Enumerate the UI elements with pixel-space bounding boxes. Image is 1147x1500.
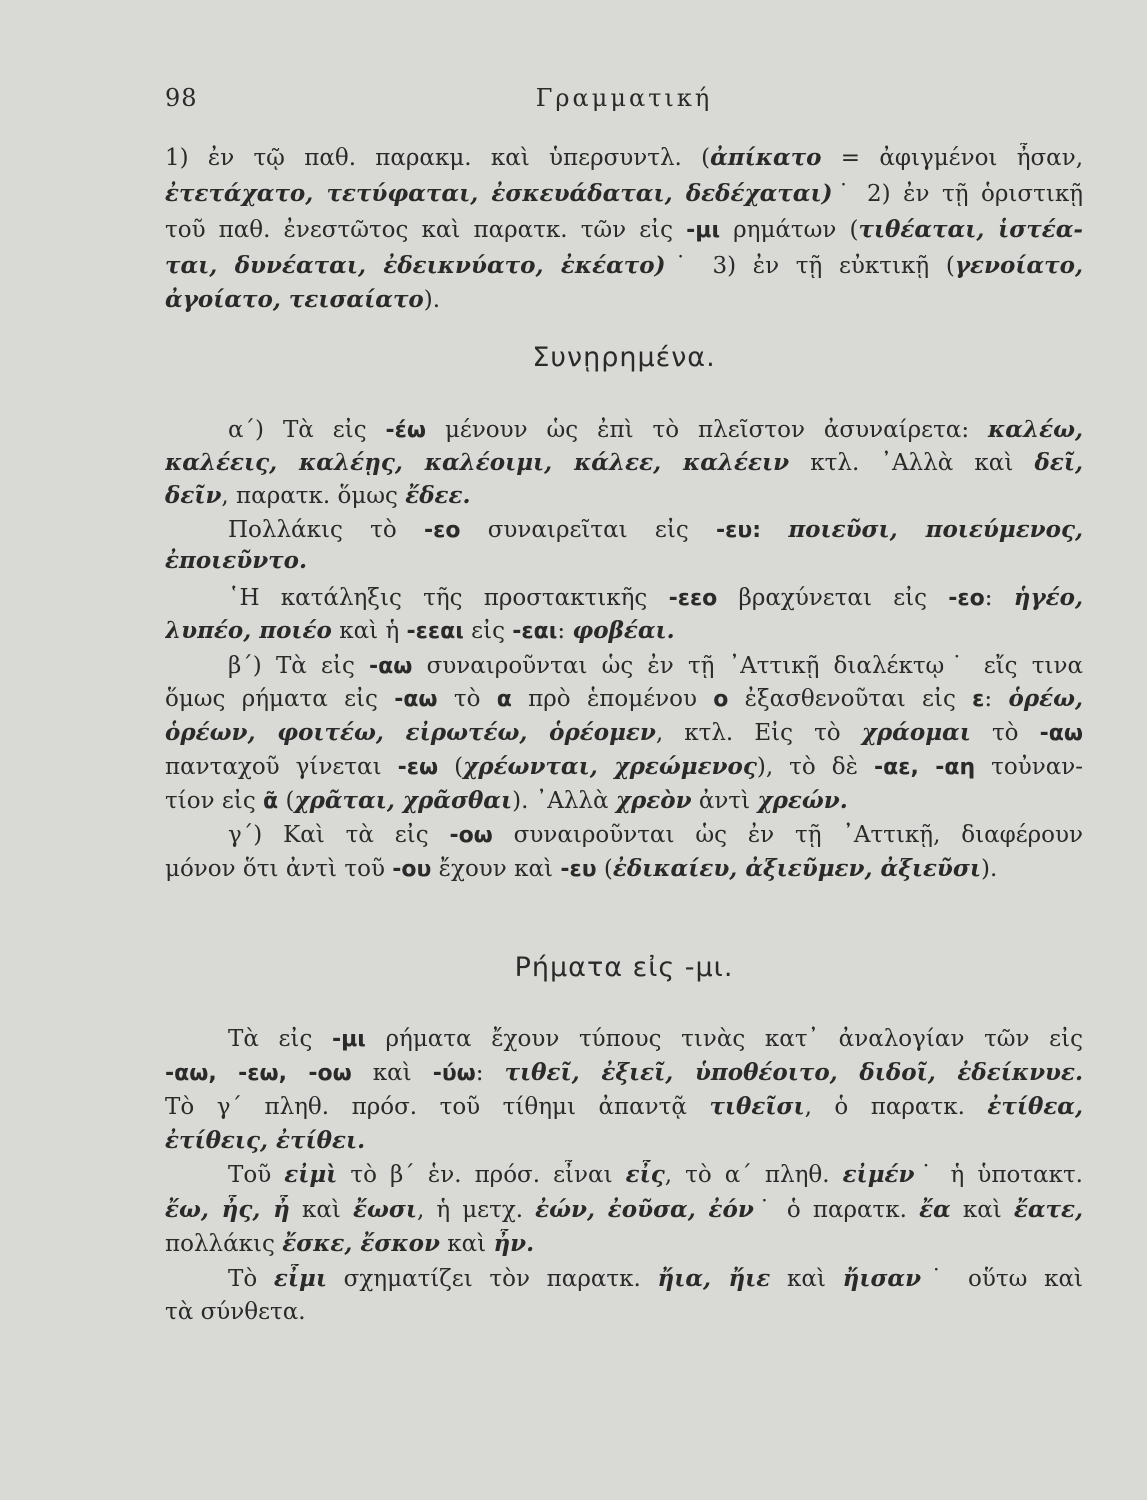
example-word: τιθεῖσι [709, 1093, 805, 1120]
ending-term: -ου [392, 857, 432, 882]
text-run: Τὰ εἰς [228, 1026, 332, 1052]
ending-term: -αε, -αη [874, 755, 976, 780]
text-run: καὶ [439, 1231, 494, 1257]
text-run: : [475, 1060, 505, 1086]
example-word: εἰμὶ [284, 1161, 338, 1188]
text-line [228, 583, 1083, 613]
ending-term: -ευ [560, 857, 597, 882]
text-run: συναιροῦνται ὡς ἐν τῇ ᾿Αττικῇ διαλέκτῳ˙ εἴς τινα [412, 653, 1083, 679]
text-line [165, 285, 1083, 315]
example-word: καλέω, [988, 416, 1083, 443]
text-run: Τὸ [228, 1266, 274, 1292]
text-line [165, 179, 1083, 209]
ending-term: -εο [948, 586, 985, 611]
example-word: ἐδικαίευ, ἀξιεῦμεν, ἀξιεῦσι [612, 855, 981, 882]
text-run: ρήματα ἔχουν τύπους τινὰς κατ᾿ ἀναλογίαν τῶν εἰς [365, 1026, 1083, 1052]
example-word: ἔατε, [1013, 1196, 1083, 1223]
ending-term: -ευ: [716, 518, 762, 543]
example-word: τιθέαται, ἱστέα- [858, 216, 1083, 243]
text-run: τοὐναν- [975, 754, 1083, 780]
text-run: = ἀφιγμένοι ἦσαν, [821, 145, 1083, 171]
text-run: ὅμως ρήματα εἰς [165, 686, 395, 712]
text-run: ), τὸ δὲ [756, 754, 874, 780]
example-word: ὁρέων, φοιτέω, εἰρωτέω, ὁρέομεν [165, 719, 656, 746]
example-word: δεῖ, [1034, 449, 1083, 476]
example-word: ἐτίθεα, [987, 1093, 1083, 1120]
example-word: χράομαι [861, 719, 971, 746]
ending-term: -αω, -εω, -οω [165, 1061, 352, 1086]
text-line [228, 515, 1083, 545]
example-word: ἡγέο, [1013, 584, 1083, 611]
text-run: ( [438, 754, 464, 780]
text-run: καὶ [770, 1266, 843, 1292]
text-line [228, 1264, 1083, 1294]
ending-term: -ύω [432, 1061, 476, 1086]
text-run: τὸ β΄ ἑν. πρόσ. εἶναι [337, 1162, 626, 1188]
example-word: ἀγοίατο, τεισαίατο [165, 286, 424, 313]
example-word: εἶμι [273, 1265, 327, 1292]
example-word: ἀπίκατο [710, 144, 822, 171]
ending-term: ε [972, 687, 985, 712]
text-run: εἰς [463, 618, 513, 644]
example-word: ἤια, ἤιε [657, 1265, 771, 1292]
example-word: ἐτίθεις, ἐτίθει. [165, 1127, 366, 1154]
example-word: τιθεῖ, ἐξιεῖ, ὑποθέοιτο, διδοῖ, ἐδείκνυε. [504, 1059, 1083, 1086]
ending-term: -έω [385, 418, 427, 443]
text-run: ῾Η κατάληξις τῆς προστακτικῆς [228, 585, 669, 611]
text-run: ἔχουν καὶ [431, 856, 561, 882]
text-line [165, 546, 1083, 576]
example-word: ἐτετάχατο, τετύφαται, ἐσκευάδαται, δεδέχαται) [165, 180, 833, 207]
text-run: μόνον ὅτι ἀντὶ τοῦ [165, 856, 393, 882]
text-run [761, 517, 788, 543]
example-word: χρεὸν [615, 787, 692, 814]
example-word: ἔσκε, ἔσκον [282, 1230, 440, 1257]
text-line [165, 752, 1083, 782]
text-run: ). [980, 856, 998, 882]
ending-term: -εω [397, 755, 439, 780]
text-line [165, 481, 1083, 511]
ending-term: -εεαι [406, 619, 464, 644]
text-run: τὸ [970, 720, 1040, 746]
text-line [228, 415, 1083, 445]
text-run: καὶ [289, 1197, 353, 1223]
text-run: , ἡ μετχ. [416, 1197, 536, 1223]
example-word: φοβέαι. [572, 617, 675, 644]
example-word: ἤισαν [842, 1265, 922, 1292]
ending-term: -μι [686, 218, 721, 243]
text-line [165, 215, 1083, 245]
text-line [165, 854, 1083, 884]
text-line [228, 1160, 1083, 1190]
text-run: 1) ἐν τῷ παθ. παρακμ. καὶ ὑπερσυντλ. ( [165, 145, 711, 171]
text-run: β΄) Τὰ εἰς [228, 653, 370, 679]
text-run: καὶ [950, 1197, 1014, 1223]
text-line [165, 251, 1083, 281]
text-run: : [557, 618, 573, 644]
text-run: ˙ 3) ἐν τῇ εὐκτικῇ ( [665, 253, 955, 279]
text-line [228, 1024, 1083, 1054]
example-word: ἔωσι [353, 1196, 417, 1223]
text-line [228, 820, 1083, 850]
section-heading: Ρήματα εἰς -μι. [514, 952, 734, 983]
example-word: χρεών. [757, 787, 848, 814]
example-word: γενοίατο, [954, 252, 1083, 279]
ending-term: -αω [1039, 721, 1083, 746]
example-word: ἔω, ἦς, ἦ [165, 1196, 290, 1223]
text-line [165, 143, 1083, 173]
example-word: ἔδεε. [405, 482, 471, 509]
text-run: τὸ [437, 686, 497, 712]
text-run: καὶ ἡ [331, 618, 407, 644]
text-run: ἐξασθενοῦται εἰς [728, 686, 973, 712]
text-run: Πολλάκις τὸ [228, 517, 424, 543]
example-word: δεῖν [165, 482, 222, 509]
text-line [165, 1297, 1083, 1327]
text-run: τίον εἰς [165, 788, 264, 814]
example-word: ἦν. [493, 1230, 535, 1257]
text-line [228, 651, 1083, 681]
text-run: συναιροῦνται ὡς ἐν τῇ ᾿Αττικῇ, διαφέρουν [492, 822, 1083, 848]
text-run: πολλάκις [165, 1231, 283, 1257]
text-run: τὰ σύνθετα. [165, 1299, 306, 1325]
ending-term: ο [713, 687, 729, 712]
ending-term: -αω [394, 687, 438, 712]
text-run: ). ᾿Αλλὰ [512, 788, 616, 814]
text-run: καὶ [351, 1060, 433, 1086]
text-line [165, 1229, 1083, 1259]
example-word: ἔα [919, 1196, 951, 1223]
text-run: ). [423, 287, 441, 313]
text-run: πρὸ ἑπομένου [511, 686, 714, 712]
example-word: ὁρέω, [1008, 685, 1083, 712]
example-word: χρᾶται, χρᾶσθαι [294, 787, 513, 814]
text-run: Τοῦ [228, 1162, 285, 1188]
example-word: εἰμέν [842, 1161, 915, 1188]
text-run: , παρατκ. ὅμως [221, 483, 406, 509]
example-word: χρέωνται, χρεώμενος [463, 753, 757, 780]
running-header [165, 84, 1083, 118]
text-run: ( [278, 788, 295, 814]
ending-term: -εαι [512, 619, 558, 644]
ending-term: -μι [331, 1027, 366, 1052]
example-word: εἶς [625, 1161, 665, 1188]
text-run: , ὁ παρατκ. [804, 1094, 988, 1120]
ending-term: -οω [449, 823, 493, 848]
text-run: συναιρεῖται εἰς [460, 517, 717, 543]
text-line [165, 1092, 1083, 1122]
text-run: , τὸ α΄ πληθ. [664, 1162, 843, 1188]
ending-term: ᾶ [263, 789, 279, 814]
text-run: τοῦ παθ. ἐνεστῶτος καὶ παρατκ. τῶν εἰς [165, 217, 687, 243]
text-run: ἀντὶ [691, 788, 758, 814]
text-line [165, 616, 1083, 646]
text-run: α΄) Τὰ εἰς [228, 417, 386, 443]
text-line [165, 684, 1083, 714]
text-line [165, 448, 1083, 478]
text-run: ( [596, 856, 613, 882]
text-run: ˙ 2) ἐν τῇ ὁριστικῇ [832, 181, 1083, 207]
running-title: Γραμματική [535, 84, 713, 112]
text-run: ˙ ἡ ὑποτακτ. [914, 1162, 1083, 1188]
text-line [165, 1195, 1083, 1225]
text-run: : [984, 686, 1009, 712]
text-line [165, 1126, 1083, 1156]
text-run: σχηματίζει τὸν παρατκ. [326, 1266, 658, 1292]
text-run: μένουν ὡς ἐπὶ τὸ πλεῖστον ἀσυναίρετα: [426, 417, 989, 443]
text-run: : [984, 585, 1014, 611]
section-heading: Συνῃρημένα. [532, 342, 716, 373]
text-run: πανταχοῦ γίνεται [165, 754, 398, 780]
example-word: ται, δυνέαται, ἐδεικνύατο, ἐκέατο) [165, 252, 666, 279]
text-run: κτλ. ᾿Αλλὰ καὶ [789, 450, 1035, 476]
text-line [165, 1058, 1083, 1088]
text-run: ˙ οὕτω καὶ [921, 1266, 1083, 1292]
example-word: λυπέο, ποιέο [165, 617, 332, 644]
ending-term: -αω [369, 654, 413, 679]
text-run: γ΄) Καὶ τὰ εἰς [228, 822, 450, 848]
text-line [165, 718, 1083, 748]
text-run: ˙ ὁ παρατκ. [753, 1197, 920, 1223]
page-number: 98 [165, 84, 198, 112]
example-word: ἐών, ἐοῦσα, ἐόν [535, 1196, 754, 1223]
text-run: ρημάτων ( [720, 217, 859, 243]
example-word: ποιεῦσι, ποιεύμενος, [788, 516, 1083, 543]
ending-term: -εεο [668, 586, 718, 611]
text-run: βραχύνεται εἰς [717, 585, 949, 611]
ending-term: -εο [423, 518, 461, 543]
example-word: ἐποιεῦντο. [165, 547, 308, 574]
text-line [165, 786, 1083, 816]
text-run: Τὸ γ΄ πληθ. πρόσ. τοῦ τίθημι ἀπαντᾷ [165, 1094, 710, 1120]
example-word: καλέεις, καλέῃς, καλέοιμι, κάλεε, καλέειν [165, 449, 790, 476]
ending-term: α [496, 687, 512, 712]
text-run: , κτλ. Εἰς τὸ [655, 720, 862, 746]
